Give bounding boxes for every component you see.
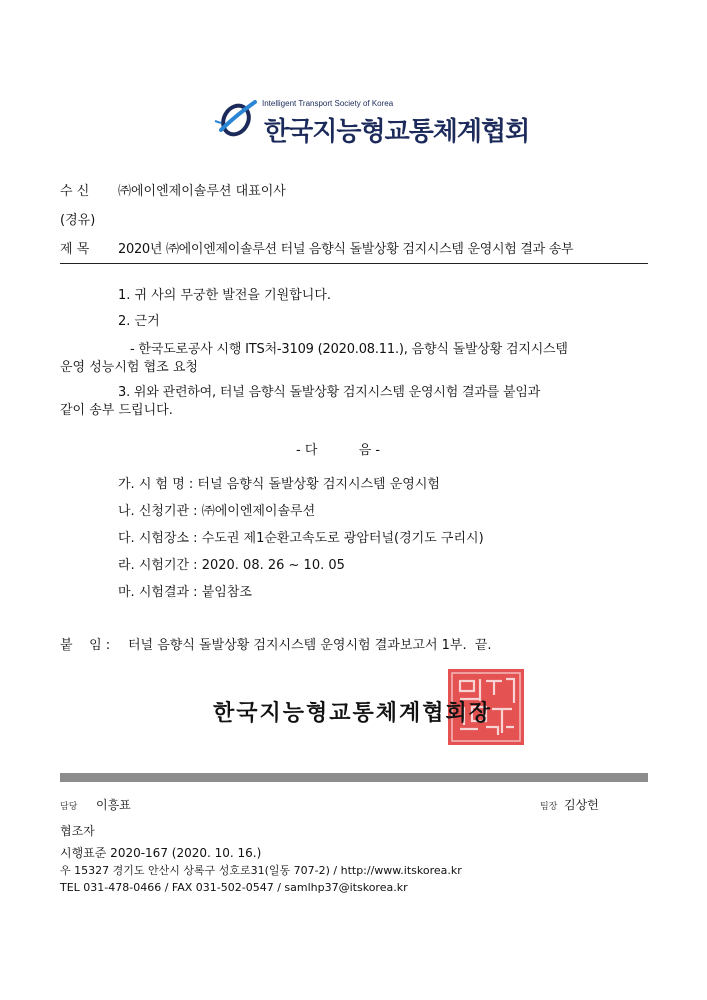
paragraph-2: 2. 근거: [118, 314, 160, 329]
subject-label: 제 목: [60, 242, 90, 257]
logo-english-name: Intelligent Transport Society of Korea: [262, 99, 394, 108]
paragraph-2-sub-line-1: - 한국도로공사 시행 ITS처-3109 (2020.08.11.), 음향식 돌발상황 검지시스템: [130, 342, 568, 357]
logo-korean-name: 한국지능형교통체계협회: [264, 117, 530, 147]
staff-name: 이흥표: [96, 798, 131, 812]
lead-label: 팀장: [540, 802, 558, 812]
attachment: 터널 음향식 돌발상황 검지시스템 운영시험 결과보고서 1부. 끝.: [128, 638, 492, 653]
paragraph-3-line-1: 3. 위와 관련하여, 터널 음향식 돌발상황 검지시스템 운영시험 결과를 붙임과: [118, 385, 541, 400]
lead-name: 김상헌: [564, 798, 599, 812]
divider: [60, 263, 648, 264]
footer-bar: [60, 773, 648, 782]
issuer-signature: 한국지능형교통체계협회장: [213, 701, 493, 726]
its-swoosh-logo-icon: [213, 96, 259, 142]
staff-label: 담당: [60, 802, 78, 812]
item-test-name: 가. 시 험 명 : 터널 음향식 돌발상황 검지시스템 운영시험: [118, 477, 440, 492]
address: 우 15327 경기도 안산시 상록구 성호로31(일동 707-2) / http://www.itskorea.kr: [60, 864, 462, 877]
attachment-label: 붙 임 :: [60, 638, 111, 653]
via-label: (경유): [60, 213, 96, 228]
paragraph-2-sub-line-2: 운영 성능시험 협조 요청: [60, 360, 198, 375]
contact: TEL 031-478-0466 / FAX 031-502-0547 / samlhp37@itskorea.kr: [60, 881, 408, 894]
cooperator: 협조자: [60, 824, 95, 838]
subject: 2020년 ㈜에이엔제이솔루션 터널 음향식 돌발상황 검지시스템 운영시험 결과 송부: [118, 242, 574, 257]
recipient: ㈜에이엔제이솔루션 대표이사: [118, 184, 286, 199]
center-mark: - 다 음 -: [296, 443, 381, 458]
paragraph-1: 1. 귀 사의 무궁한 발전을 기원합니다.: [118, 288, 332, 303]
item-period: 라. 시험기간 : 2020. 08. 26 ~ 10. 05: [118, 558, 345, 573]
item-applicant: 나. 신청기관 : ㈜에이엔제이솔루션: [118, 504, 316, 519]
recipient-label: 수 신: [60, 184, 90, 199]
item-result: 마. 시험결과 : 붙임참조: [118, 585, 252, 600]
item-location: 다. 시험장소 : 수도권 제1순환고속도로 광암터널(경기도 구리시): [118, 531, 484, 546]
document-number: 시행표준 2020-167 (2020. 10. 16.): [60, 846, 262, 860]
paragraph-3-line-2: 같이 송부 드립니다.: [60, 403, 173, 418]
